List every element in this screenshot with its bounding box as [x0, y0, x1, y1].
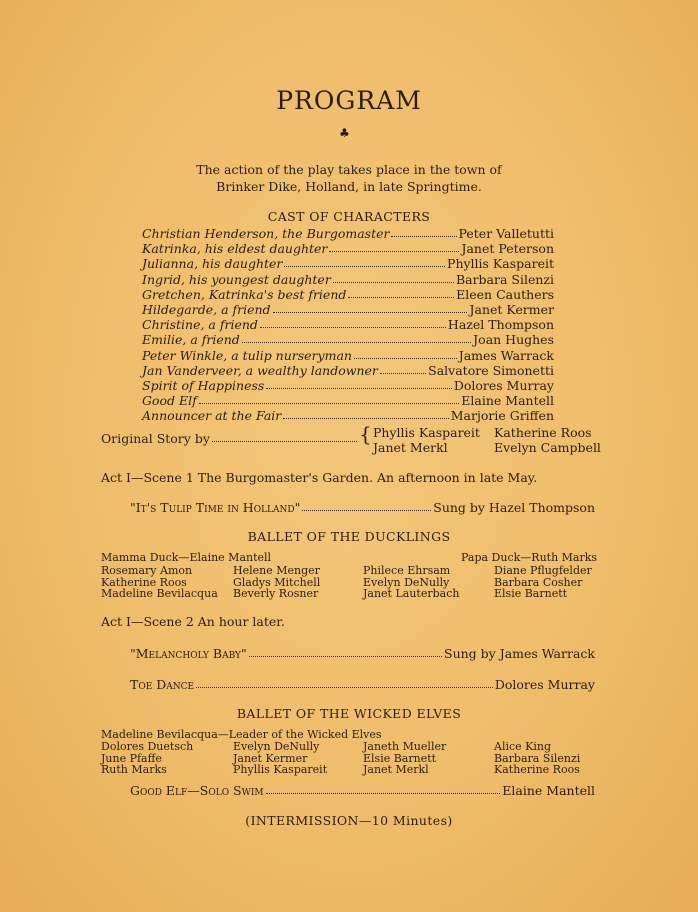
elves-leader: Madeline Bevilacqua—Leader of the Wicked Elves	[101, 728, 382, 741]
leader-dots	[354, 348, 457, 359]
song-title: "It's Tulip Time in Holland"	[130, 500, 301, 515]
leader-dots	[284, 256, 445, 267]
toe-dance-title: Toe Dance	[130, 677, 195, 692]
cast-row	[142, 317, 554, 332]
cast-actor: James Warrack	[458, 347, 554, 363]
dancer-name: Janet Kermer	[233, 751, 308, 765]
cast-role: Spirit of Happiness	[142, 378, 265, 393]
cast-actor: Salvatore Simonetti	[428, 362, 554, 378]
leader-dots	[348, 287, 454, 298]
cast-row	[142, 287, 554, 302]
cast-actor: Eleen Cauthers	[456, 286, 554, 302]
dancer-name: Elsie Barnett	[494, 587, 568, 600]
leader-dots	[302, 500, 431, 511]
intermission: (INTERMISSION—10 Minutes)	[245, 813, 453, 828]
ballet-ducklings-heading: BALLET OF THE DUCKLINGS	[247, 529, 451, 544]
intro-line-1: The action of the play takes place in the town of	[196, 162, 502, 177]
story-author: Katherine Roos	[494, 425, 592, 440]
cast-row	[142, 348, 554, 363]
clover-ornament-icon: ♣	[339, 126, 350, 140]
dancer-name: Janet Merkl	[363, 763, 429, 776]
dancer-name: Elsie Barnett	[363, 751, 437, 765]
dancer-name: Janeth Mueller	[363, 740, 447, 753]
toe-dance-row	[130, 677, 595, 692]
toe-dance-credit: Dolores Murray	[494, 677, 595, 692]
story-author: Evelyn Campbell	[494, 440, 601, 455]
song-credit: Sung by Hazel Thompson	[433, 500, 595, 515]
dancer-name: Beverly Rosner	[233, 587, 319, 600]
leader-dots	[273, 302, 468, 313]
dancer-name: Ruth Marks	[101, 763, 167, 776]
cast-role: Christian Henderson, the Burgomaster	[142, 226, 390, 241]
good-elf-title: Good Elf—Solo Swim	[130, 783, 264, 798]
cast-actor: Barbara Silenzi	[455, 271, 554, 287]
cast-row	[142, 226, 554, 241]
cast-heading: CAST OF CHARACTERS	[267, 209, 431, 224]
cast-actor: Janet Peterson	[461, 241, 554, 257]
dancer-name: Katherine Roos	[101, 575, 187, 589]
leader-dots	[196, 677, 493, 688]
dancer-name: June Pfaffe	[101, 751, 162, 765]
cast-actor: Marjorie Griffen	[450, 408, 554, 424]
dancer-name: Madeline Bevilacqua	[101, 587, 218, 600]
cast-actor: Dolores Murray	[453, 378, 554, 393]
dancer-name: Philece Ehrsam	[363, 564, 451, 577]
song-title: "Melancholy Baby"	[130, 646, 247, 661]
papa-duck: Papa Duck—Ruth Marks	[461, 551, 598, 564]
leader-dots	[249, 646, 442, 657]
leader-dots	[212, 431, 357, 442]
cast-actor: Phyllis Kaspareit	[447, 256, 554, 272]
leader-dots	[266, 783, 501, 794]
leader-dots	[391, 226, 456, 237]
song-row	[130, 500, 595, 515]
cast-row	[142, 393, 554, 408]
dancer-name: Alice King	[494, 740, 552, 753]
cast-role: Christine, a friend	[142, 317, 258, 333]
cast-actor: Elaine Mantell	[461, 393, 554, 409]
intro-line-2: Brinker Dike, Holland, in late Springtime.	[216, 179, 482, 194]
dancer-name: Rosemary Amon	[101, 564, 193, 577]
cast-role: Julianna, his daughter	[142, 256, 283, 272]
cast-actor: Peter Valletutti	[458, 226, 554, 241]
dancer-name: Gladys Mitchell	[233, 575, 321, 589]
cast-role: Announcer at the Fair	[142, 408, 282, 424]
cast-row	[142, 241, 554, 256]
cast-actor: Joan Hughes	[473, 332, 554, 348]
act1-scene1: Act I—Scene 1 The Burgomaster's Garden. An afternoon in late May.	[101, 470, 538, 485]
original-story-row	[101, 431, 359, 446]
cast-role: Hildegarde, a friend	[142, 302, 271, 317]
dancer-name: Helene Menger	[233, 564, 320, 577]
cast-row	[142, 302, 554, 317]
cast-role: Good Elf	[142, 393, 197, 409]
dancer-name: Janet Lauterbach	[363, 587, 460, 600]
leader-dots	[266, 378, 452, 389]
original-story-label: Original Story by	[101, 431, 210, 446]
dancer-name: Phyllis Kaspareit	[233, 763, 328, 776]
dancer-name: Evelyn DeNully	[233, 740, 320, 753]
page-title: PROGRAM	[276, 86, 422, 115]
cast-role: Jan Vanderveer, a wealthy landowner	[142, 362, 378, 378]
cast-row	[142, 363, 554, 378]
story-author: Phyllis Kaspareit	[373, 425, 480, 440]
cast-role: Gretchen, Katrinka's best friend	[142, 286, 347, 302]
cast-actor: Hazel Thompson	[447, 317, 554, 333]
leader-dots	[380, 363, 426, 374]
cast-row	[142, 408, 554, 423]
dancer-name: Dolores Duetsch	[101, 740, 194, 753]
ballet-elves-heading: BALLET OF THE WICKED ELVES	[236, 706, 462, 721]
leader-dots	[283, 408, 448, 419]
good-elf-credit: Elaine Mantell	[502, 783, 595, 798]
song-row	[130, 646, 595, 661]
cast-role: Ingrid, his youngest daughter	[142, 271, 331, 287]
leader-dots	[333, 272, 454, 283]
act1-scene2: Act I—Scene 2 An hour later.	[101, 614, 285, 629]
dancer-name: Barbara Silenzi	[494, 751, 581, 765]
cast-actor: Janet Kermer	[469, 302, 554, 317]
dancer-name: Diane Pflugfelder	[494, 564, 592, 577]
cast-row	[142, 378, 554, 393]
leader-dots	[199, 393, 460, 404]
mamma-duck: Mamma Duck—Elaine Mantell	[101, 551, 272, 564]
cast-role: Katrinka, his eldest daughter	[142, 241, 328, 257]
dancer-name: Barbara Cosher	[494, 575, 583, 589]
cast-role: Peter Winkle, a tulip nurseryman	[142, 347, 352, 363]
leader-dots	[260, 317, 446, 328]
brace-icon: {	[359, 422, 372, 446]
leader-dots	[329, 241, 459, 252]
cast-row	[142, 256, 554, 271]
cast-role: Emilie, a friend	[142, 332, 240, 348]
cast-row	[142, 332, 554, 347]
cast-row	[142, 272, 554, 287]
story-author: Janet Merkl	[373, 440, 448, 455]
leader-dots	[242, 332, 471, 343]
dancer-name: Katherine Roos	[494, 763, 580, 776]
good-elf-row	[130, 783, 595, 798]
song-credit: Sung by James Warrack	[444, 646, 595, 661]
dancer-name: Evelyn DeNully	[363, 575, 450, 589]
